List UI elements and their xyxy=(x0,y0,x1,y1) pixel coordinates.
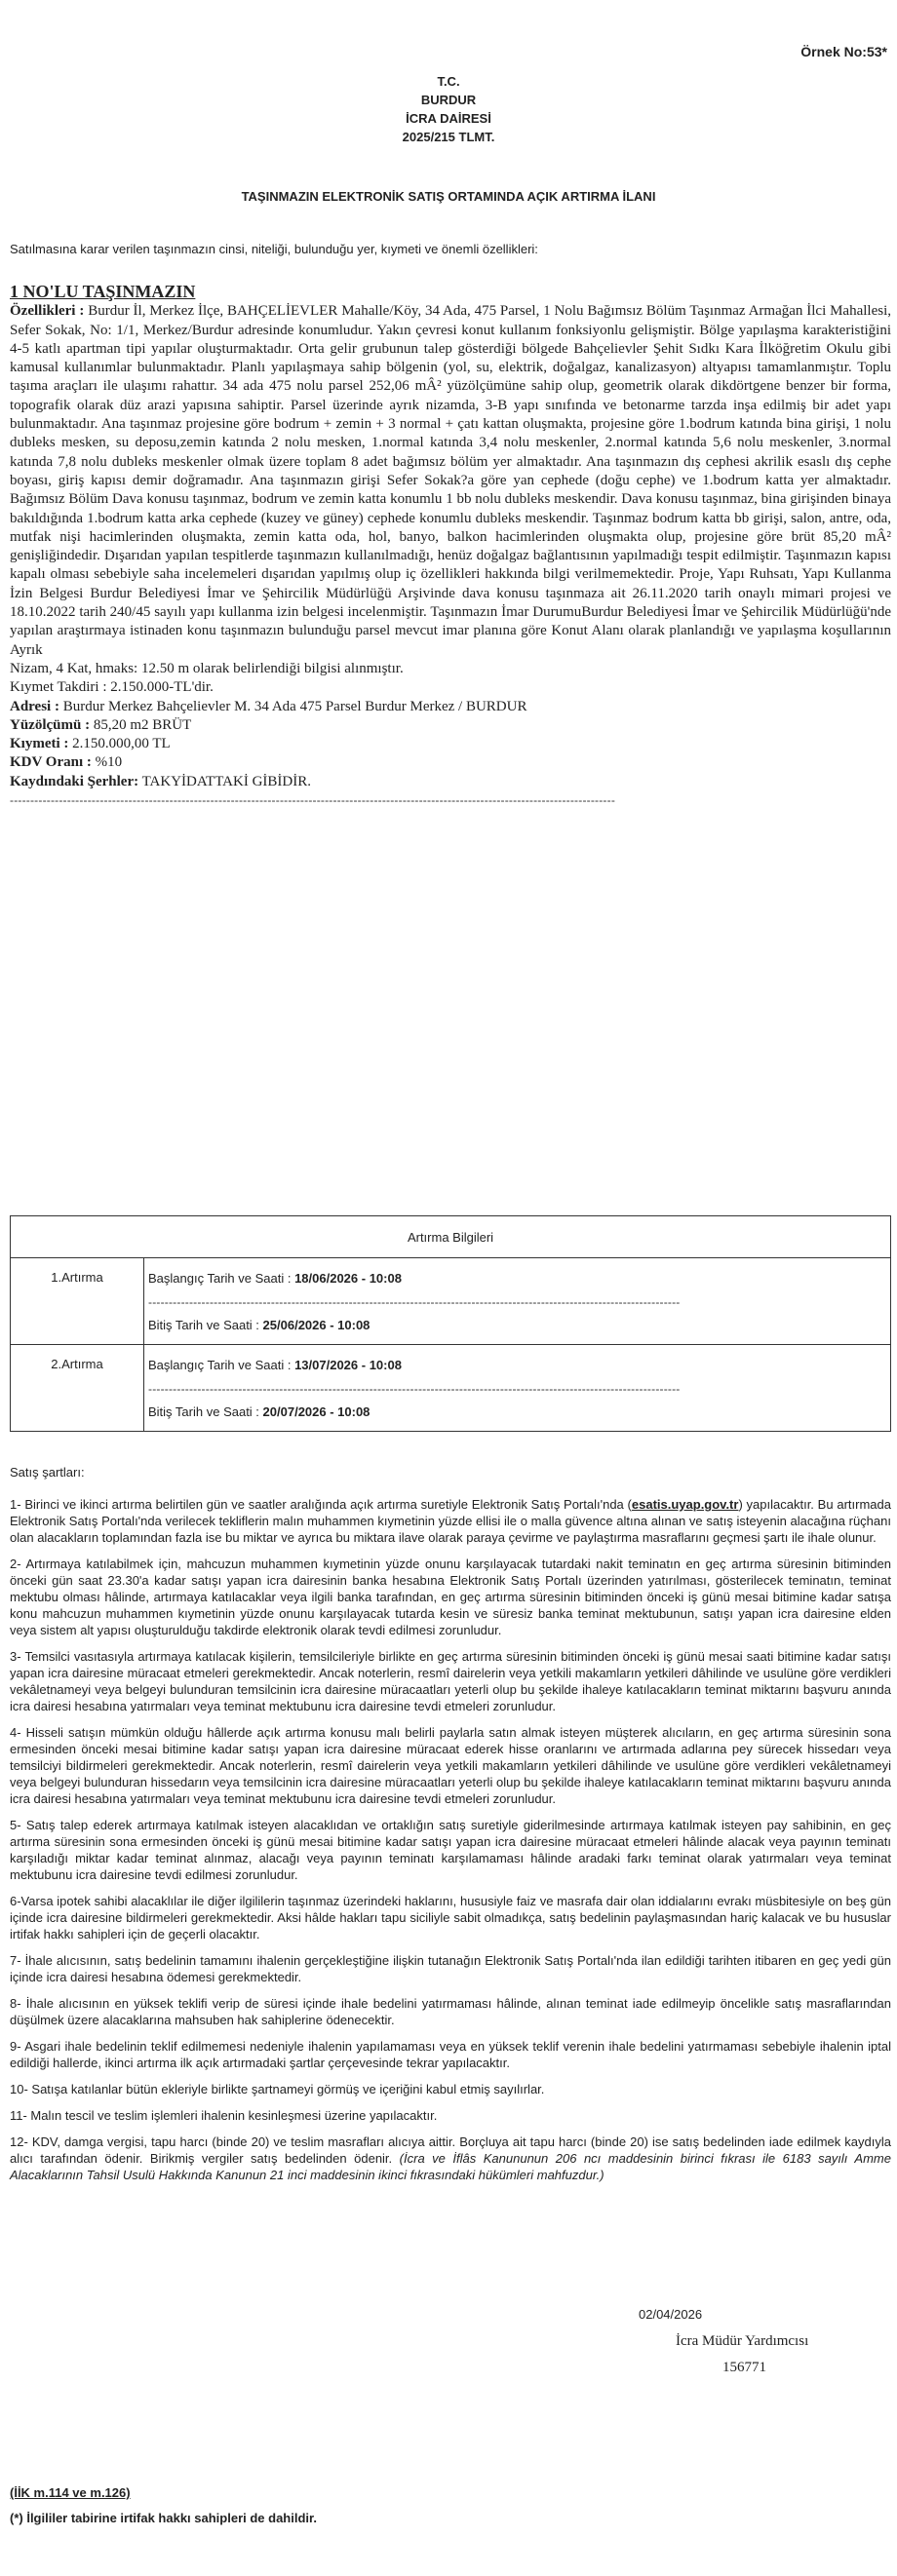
esatis-link[interactable]: esatis.uyap.gov.tr xyxy=(631,1497,739,1512)
condition-11: 11- Malın tescil ve teslim işlemleri ihalenin kesinleşmesi üzerine yapılacaktır. xyxy=(10,2108,438,2123)
condition-4: 4- Hisseli satışın mümkün olduğu hâllerde açık artırma konusu malı belirli paylarla satın almak isteyen müşterek alıcıların, en geç artırma süresinin sona ermesinden önceki mesai bitimine kadar satışı yapan icra dairesine müracaat ederek hisse oranlarını ve artırmada adlarına pey sürecek hissedarı veya temsilciyi bildirmeleri gerekmektedir. Ancak noterlerin, resmî dairelerin veya yetkili makamların yetkileri dâhilinde ve usulüne göre verdikleri vekâletnameyi veya belgeyi bulunduran hissedarın veya temsilcinin icra dairesine müracaatları yeterli olup bu şekilde ihaleye katılacakların teminat miktarını başvuru anında icra dairesi hesabına yatırmaları veya teminat mektubunu icra dairesine tevdi etmeleri zorunludur. xyxy=(10,1725,891,1806)
start-value: 13/07/2026 - 10:08 xyxy=(294,1358,402,1372)
auction-row xyxy=(11,1345,891,1432)
features-label: Özellikleri : xyxy=(10,303,85,320)
property-separator: ---------------------------------------------------------------------------------------------------------------------------------------------------- xyxy=(10,793,616,808)
condition-12 xyxy=(10,2134,891,2183)
features-text: Burdur İl, Merkez İlçe, BAHÇELİEVLER Mahalle/Köy, 34 Ada, 475 Parsel, 1 Nolu Bağımsız Bölüm Taşınmaz Armağan İlci Mahallesi, Sefer Sokak, No: 1/1, Merkez/Burdur adresinde konumludur. Yakın çevresi konut kullanım fonksiyonlu gelişmiştir. Bölge yapılaşma karakteristiğini 4-5 katlı apartman tipi yapılar oluşturmaktadır. Orta gelir grubunun talep gösterdiği bölgede Bahçelievler Şehit Sıdkı Kara İlköğretim Okulu gibi kamusal kullanımlar bulunmaktadır. Planlı yapılaşmaya sahip bölgenin (yol, su, elektrik, doğalgaz, kanalizasyon) altyapısı tamamlanmıştır. Toplu taşıma araçları ile ulaşımı rahattır. 34 ada 475 nolu parsel 252,06 mÂ² yüzölçümüne sahip olup, geometrik olarak dikdörtgene benzer bir forma, topografik olarak düz arazi yapısına sahiptir. Parsel üzerinde ayrık nizamda, 3-B yapı sınıfında ve betonarme tarzda inşa edilmiş bir adet yapı bulunmaktadır. Ana taşınmaz projesine göre bodrum + zemin + 3 normal + çatı kattan oluşmakta, projesine göre 1.bodrum katında bina girişi, 1 nolu dubleks mesken, su deposu,zemin katında 2 nolu mesken, 1.normal katında 3,4 nolu meskenler, 2.normal katında 5,6 nolu meskenler, 3.normal katında 7,8 nolu dubleks meskenler olmak üzere toplam 8 adet bağımsız bölüm yer almaktadır. Ana taşınmazın dış cephesi akrilik esaslı dış cephe boyası, giriş kapısı demir doğramadır. Ana taşınmazın girişi Sefer Sokak?a göre yan cephede (doğu cephe) ve 1.bodrum katta yer almaktadır. Bağımsız Bölüm Dava konusu taşınmaz, bodrum ve zemin katta konumlu 1 bb nolu dubleks meskendir. Dava konusu taşınmaz, bina girişinden binaya bakıldığında 1.bodrum katta arka cephede (kuzey ve güney) cephede konumlu dubleks meskendir. Taşınmaz bodrum katta bb girişi, salon, antre, oda, mutfak nişi hacimlerinden oluşmakta, zemin katta oda, hol, banyo, balkon hacimlerinden oluşmakta olup, projesine göre brüt 85,20 mÂ² genişliğindedir. Dışarıdan yapılan tespitlerde taşınmazın kullanılmadığı, henüz doğalgaz bağlantısının yapılmadığı tespit edilmiştir. Taşınmazın kapısı kapalı olması sebebiyle saha incelemeleri dışarıdan yapılmış olup iç özellikleri hakkında bilgi verilmemektedir. Proje, Yapı Ruhsatı, Yapı Kullanma İzin Belgesi Burdur Belediyesi İmar ve Şehircilik Müdürlüğü Arşivinde dava konusu taşınmaza ait 26.11.2020 tarih onaylı mimari projesi ve 18.10.2022 tarih 240/45 sayılı yapı kullanma izin belgesi incelenmiştir. Taşınmazın İmar DurumuBurdur Belediyesi İmar ve Şehircilik Müdürlüğü'nde yapılan araştırmaya istinaden konu taşınmazın bulunduğu parsel mevcut imar planına göre Konut Alanı olarak planlandığı ve yapılaşma koşullarının Ayrık xyxy=(10,303,891,658)
auction-end xyxy=(148,1315,886,1336)
header-line-file: 2025/215 TLMT. xyxy=(402,130,495,144)
auction-table xyxy=(10,1215,891,1432)
header-line-city: BURDUR xyxy=(420,93,477,107)
annotations-row xyxy=(10,773,891,791)
zoning-text: Nizam, 4 Kat, hmaks: 12.50 m olarak belirlendiği bilgisi alınmıştır. xyxy=(10,660,404,676)
property-features xyxy=(10,302,891,660)
value-label: Kıymeti : xyxy=(10,736,69,752)
auction-separator: ---------------------------------------------------------------------------------------------------------------------------------- xyxy=(148,1382,681,1396)
annotations-label: Kaydındaki Şerhler: xyxy=(10,773,139,789)
condition-2: 2- Artırmaya katılabilmek için, mahcuzun muhammen kıymetinin yüzde onunu karşılayacak tutardaki nakit teminatın en geç artırma süresinin bitiminden önceki gün saat 23.30'a kadar satışı yapan icra dairesinin banka hesabına Elektronik Satış Portalı üzerinden yatırılması, gösterilecek teminatın, teminat mektubu olması hâlinde, artırmaya katılacaklar veya ilgili banka tarafından, en geç artırma süresinin bitiminden önceki iş günü mesai bitimine kadar satışa konu mahcuzun muhammen kıymetinin yüzde onunu karşılayacak tutarda kesin ve süresiz banka teminat mektubunun, satışı yapan icra dairesine elden veya sistem alt yapısı oluşturulduğu takdirde elektronik olarak tevdi edilmesi zorunludur. xyxy=(10,1557,891,1637)
auction-start xyxy=(148,1355,886,1376)
address-row xyxy=(10,698,891,716)
footer xyxy=(10,2480,317,2531)
auction-name: 1.Artırma xyxy=(11,1258,144,1345)
sale-conditions xyxy=(10,1464,891,2193)
auction-end xyxy=(148,1402,886,1423)
property-section xyxy=(10,283,891,810)
property-heading: 1 NO'LU TAŞINMAZIN xyxy=(10,282,196,301)
sign-date: 02/04/2026 xyxy=(639,2307,703,2322)
auction-start xyxy=(148,1268,886,1289)
auction-dates xyxy=(144,1258,891,1345)
condition-1-text: 1- Birinci ve ikinci artırma belirtilen gün ve saatler aralığında açık artırma suretiyle Elektronik Satış Portalı'nda ( xyxy=(10,1497,632,1512)
condition-12-text: 12- KDV, damga vergisi, tapu harcı (binde 20) ve teslim masrafları alıcıya aittir. Borçluya ait tapu harcı (binde 20) ise satış bedelinden iade edilmek kaydıyla alıcı tarafından ödenir. Birikmiş vergiler satış bedelinden ödenir. xyxy=(10,2134,891,2166)
condition-12-italic: (İcra ve İflâs Kanununun 206 ncı maddesinin birinci fıkrası ile 6183 sayılı Amme Alacaklarının Tahsil Usulü Hakkında Kanunun 21 inci maddesinin ikinci fıkrasındaki hükümleri mahfuzdur.) xyxy=(10,2151,891,2182)
auction-separator: ---------------------------------------------------------------------------------------------------------------------------------- xyxy=(148,1295,681,1309)
condition-1-text-end: ) yapılacaktır. Bu artırmada Elektronik Satış Portalı'nda verilecek tekliflerin malın muhammen kıymetinin yüzde ellisi ile o malla güvence altına alınan ve satış isteyenin alacağına rüçhanı olan alacakların toplamından fazla ise bu miktar ve ayrıca bu miktara ilave olarak paraya çevirme ve paylaştırma masraflarını geçmesi şartı ile ihale olunur. xyxy=(10,1497,891,1545)
auction-table-title: Artırma Bilgileri xyxy=(11,1216,891,1258)
header-line-office: İCRA DAİRESİ xyxy=(406,111,491,126)
condition-1 xyxy=(10,1496,891,1546)
value-value: 2.150.000,00 TL xyxy=(72,736,171,752)
condition-9: 9- Asgari ihale bedelinin teklif edilmemesi nedeniyle ihalenin yapılamaması veya en yüksek teklif verenin ihale bedelini yatırmaması sebebiyle ihalenin iptal edildiği hallerde, ikinci artırma ilk açık artırmadaki şartlar çerçevesinde tekrar yapılacaktır. xyxy=(10,2039,891,2070)
end-value: 25/06/2026 - 10:08 xyxy=(262,1318,370,1332)
valuation-text: Kıymet Takdiri : 2.150.000-TL'dir. xyxy=(10,679,214,696)
condition-8: 8- İhale alıcısının en yüksek teklifi verip de süresi içinde ihale bedelini yatırmaması hâlinde, alınan teminat iade edilmeyip öncelikle satış masraflarından düşülmek üzere alacaklarına mahsuben hak sahiplerine ödenecektir. xyxy=(10,1996,891,2027)
auction-row xyxy=(11,1258,891,1345)
start-value: 18/06/2026 - 10:08 xyxy=(294,1271,402,1286)
condition-6: 6-Varsa ipotek sahibi alacaklılar ile diğer ilgililerin taşınmaz üzerindeki haklarını, hususiyle faiz ve masrafa dair olan iddialarını evrakı müsbitesiyle on beş gün içinde icra dairesine bildirmeleri gerekmektedir. Aksi hâlde hakları tapu siciliyle sabit olmadıkça, satış bedelinin paylaşmasından hariç kalacak ve bu hususlar irtifak hakkı sahipleri için de geçerli olacaktır. xyxy=(10,1894,891,1942)
ornek-no: Örnek No:53* xyxy=(800,44,887,59)
area-value: 85,20 m2 BRÜT xyxy=(93,716,192,733)
address-label: Adresi : xyxy=(10,698,59,714)
vat-row xyxy=(10,753,891,772)
condition-5: 5- Satış talep ederek artırmaya katılmak isteyen alacaklıdan ve ortaklığın satış suretiyle giderilmesinde artırmaya katılmak isteyen pay sahibinin, en geç artırma süresinin sona ermesinden önceki iş günü mesai bitimine kadar satışı yapan icra dairesine müracaat etmeleri hâlinde alacak veya payının teminatı karşıladığı miktar kadar teminat alınmaz, alacağı veya payının teminatı karşılamaması hâlinde aradaki farkı teminat olarak yatırmaları veya teminat mektubunu icra dairesine tevdi edilmesi zorunludur. xyxy=(10,1818,891,1882)
annotations-value: TAKYİDATTAKİ GİBİDİR. xyxy=(141,773,311,789)
conditions-label: Satış şartları: xyxy=(10,1465,85,1480)
value-row xyxy=(10,735,891,753)
end-label: Bitiş Tarih ve Saati : xyxy=(148,1318,259,1332)
condition-10: 10- Satışa katılanlar bütün ekleriyle birlikte şartnameyi görmüş ve içeriğini kabul etmiş sayılırlar. xyxy=(10,2082,545,2096)
condition-7: 7- İhale alıcısının, satış bedelinin tamamını ihalenin gerçekleştiğine ilişkin tutanağın Elektronik Satış Portalı'nda ilan edildiği tarihten itibaren en geç yedi gün içinde icra dairesi hesabına ödemesi gerekmektedir. xyxy=(10,1953,891,1984)
start-label: Başlangıç Tarih ve Saati : xyxy=(148,1358,292,1372)
law-reference: (İİK m.114 ve m.126) xyxy=(10,2485,131,2500)
start-label: Başlangıç Tarih ve Saati : xyxy=(148,1271,292,1286)
intro-text: Satılmasına karar verilen taşınmazın cinsi, niteliği, bulunduğu yer, kıymeti ve önemli özellikleri: xyxy=(10,242,538,256)
vat-label: KDV Oranı : xyxy=(10,754,92,771)
footnote: (*) İlgililer tabirine irtifak hakkı sahipleri de dahildir. xyxy=(10,2511,317,2525)
office-header xyxy=(0,72,897,146)
area-label: Yüzölçümü : xyxy=(10,716,91,733)
sign-code: 156771 xyxy=(722,2360,766,2375)
auction-dates xyxy=(144,1345,891,1432)
address-value: Burdur Merkez Bahçelievler M. 34 Ada 475 Parsel Burdur Merkez / BURDUR xyxy=(62,698,527,714)
end-label: Bitiş Tarih ve Saati : xyxy=(148,1404,259,1419)
auction-name: 2.Artırma xyxy=(11,1345,144,1432)
announcement-title: TAŞINMAZIN ELEKTRONİK SATIŞ ORTAMINDA AÇIK ARTIRMA İLANI xyxy=(241,189,656,204)
header-line-tc: T.C. xyxy=(437,74,460,89)
condition-3: 3- Temsilci vasıtasıyla artırmaya katılacak kişilerin, temsilcileriyle birlikte en geç artırma süresinin bitiminden önceki iş günü mesai saati bitimine kadar satışı yapan icra dairesine müracaat etmeleri gerekmektedir. Ancak noterlerin, resmî dairelerin veya yetkili makamların yetkileri dâhilinde ve usulüne göre verdikleri vekâletnameyi veya belgeyi bulunduran temsilcinin icra dairesine müracaatları yeterli olup bu şekilde ihaleye katılacakların teminat miktarını başvuru anında icra dairesi hesabına yatırmaları veya teminat mektubunu icra dairesine tevdi etmeleri zorunludur. xyxy=(10,1649,891,1713)
area-row xyxy=(10,716,891,735)
vat-value: %10 xyxy=(95,754,123,771)
sign-role: İcra Müdür Yardımcısı xyxy=(676,2333,809,2349)
end-value: 20/07/2026 - 10:08 xyxy=(262,1404,370,1419)
